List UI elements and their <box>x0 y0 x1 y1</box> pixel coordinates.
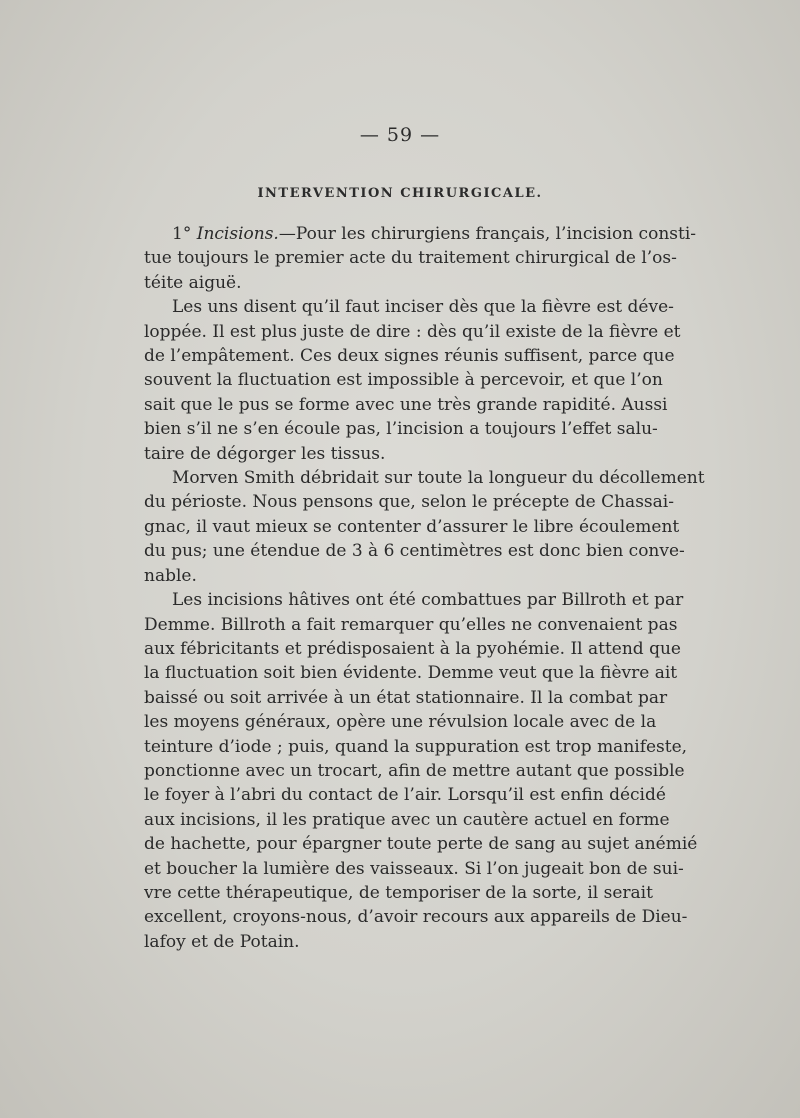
text-line <box>144 222 696 246</box>
text-line: gnac, il vaut mieux se contenter d’assurer le libre écoulement <box>144 516 680 537</box>
text-line: les moyens généraux, opère une révulsion locale avec de la <box>144 712 657 733</box>
lead-number: 1° <box>172 224 192 244</box>
text-line: taire de dégorger les tissus. <box>144 443 386 464</box>
text-line: sait que le pus se forme avec une très grande rapidité. Aussi <box>144 394 668 415</box>
lead-heading: Incisions. <box>196 224 279 244</box>
text-line: aux incisions, il les pratique avec un cautère actuel en forme <box>144 809 670 830</box>
text-line: aux fébricitants et prédisposaient à la pyohémie. Il attend que <box>144 638 681 659</box>
text-line: teinture d’iode ; puis, quand la suppuration est trop manifeste, <box>144 736 688 757</box>
text-line: Morven Smith débridait sur toute la longueur du décollement <box>172 468 705 489</box>
body-text <box>144 222 705 954</box>
text-line: baissé ou soit arrivée à un état stationnaire. Il la combat par <box>144 687 668 708</box>
text-line: téite aiguë. <box>144 272 242 293</box>
page-number: — 59 — <box>359 124 441 146</box>
text-line: loppée. Il est plus juste de dire : dès qu’il existe de la fièvre et <box>144 321 681 342</box>
text-line: du périoste. Nous pensons que, selon le précepte de Chassai- <box>144 492 674 513</box>
text-line: souvent la fluctuation est impossible à percevoir, et que l’on <box>144 370 663 391</box>
section-title: INTERVENTION CHIRURGICALE. <box>257 186 543 201</box>
text-line: vre cette thérapeutique, de temporiser de la sorte, il serait <box>144 882 653 903</box>
text-line: nable. <box>144 565 197 586</box>
text-line: tue toujours le premier acte du traitement chirurgical de l’os- <box>144 248 677 269</box>
line-text: —Pour les chirurgiens français, l’incision consti- <box>278 224 696 244</box>
text-line: et boucher la lumière des vaisseaux. Si l’on jugeait bon de sui- <box>144 858 684 879</box>
text-line: Les uns disent qu’il faut inciser dès que la fièvre est déve- <box>172 297 674 318</box>
text-line: excellent, croyons-nous, d’avoir recours aux appareils de Dieu- <box>144 907 688 928</box>
text-line: la fluctuation soit bien évidente. Demme veut que la fièvre ait <box>144 663 678 684</box>
text-line: de hachette, pour épargner toute perte de sang au sujet anémié <box>144 834 698 855</box>
text-line: Les incisions hâtives ont été combattues par Billroth et par <box>172 590 684 611</box>
text-line: bien s’il ne s’en écoule pas, l’incision a toujours l’effet salu- <box>144 419 658 440</box>
text-line: du pus; une étendue de 3 à 6 centimètres est donc bien conve- <box>144 541 685 562</box>
text-line: de l’empâtement. Ces deux signes réunis suffisent, parce que <box>144 346 675 367</box>
text-line: le foyer à l’abri du contact de l’air. Lorsqu’il est enfin décidé <box>144 785 666 806</box>
text-line: ponctionne avec un trocart, afin de mettre autant que possible <box>144 760 685 781</box>
text-line: Demme. Billroth a fait remarquer qu’elles ne convenaient pas <box>144 614 678 635</box>
text-line: lafoy et de Potain. <box>144 931 300 952</box>
